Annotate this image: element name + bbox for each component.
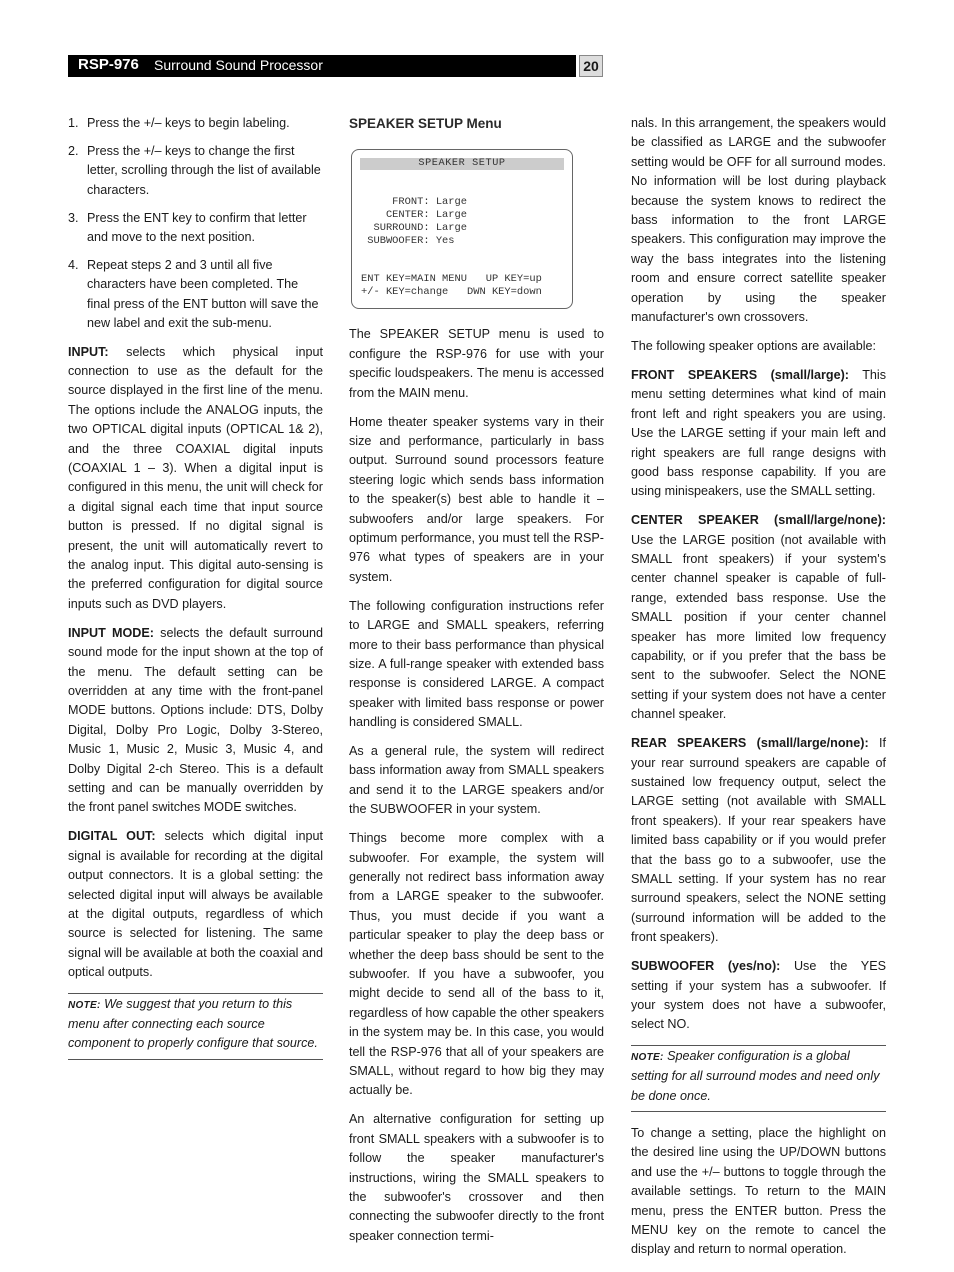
note-tag: NOTE:: [68, 999, 101, 1011]
front-speakers-label: FRONT SPEAKERS (small/large):: [631, 367, 849, 382]
column-left: [68, 114, 323, 1072]
paragraph: The following speaker options are available:: [631, 338, 877, 353]
page-header-bar: [68, 55, 576, 77]
list-item: 2. Press the +/– keys to change the first letter, scrolling through the list of available characters.: [68, 143, 321, 197]
paragraph: As a general rule, the system will redirect bass information away from SMALL speakers and send it to the LARGE speakers and/or the SUBWOOFER in your system.: [349, 744, 604, 817]
input-paragraph: INPUT: selects which physical input connection to use as the default for the source displayed in the first line of the menu. The options include the ANALOG inputs, the two OPTICAL digital inputs (OPTICAL 1& 2), and the three COAXIAL digital inputs (COAXIAL 1 – 3). When a digital input is configured in this menu, the unit will check for a digital signal each time that input source button is pressed. If no digital signal is present, the unit will automatically revert to the analog input. This digital auto-sensing is the preferred configuration for digital source inputs such as DVD players.: [68, 344, 323, 611]
paragraph: The following configuration instructions refer to LARGE and SMALL speakers, referring more to their bass performance than physical size. A full-range speaker with extended bass response is considered LARGE. A compact speaker with limited bass response or power handling is considered SMALL.: [349, 598, 604, 730]
rear-speakers-label: REAR SPEAKERS (small/large/none):: [631, 736, 869, 751]
labeling-steps: [68, 114, 323, 334]
list-item: 1. Press the +/– keys to begin labeling.: [68, 116, 290, 130]
column-middle: [349, 114, 604, 1256]
speaker-setup-screen: [351, 149, 565, 301]
model-name: RSP-976: [78, 56, 139, 73]
screen-key-help: ENT KEY=MAIN MENU UP KEY=up +/- KEY=change DWN KEY=down: [361, 273, 542, 299]
section-title: SPEAKER SETUP Menu: [349, 116, 502, 131]
page-number: 20: [579, 55, 603, 77]
paragraph: The SPEAKER SETUP menu is used to configure the RSP-976 for use with your specific loudspeakers. The menu is accessed from the MAIN menu.: [349, 327, 604, 400]
header-subtitle: Surround Sound Processor: [154, 57, 323, 73]
list-item: 3. Press the ENT key to confirm that letter and move to the next position.: [68, 210, 307, 245]
input-mode-label: INPUT MODE:: [68, 625, 154, 640]
paragraph: An alternative configuration for setting up front SMALL speakers with a subwoofer is to follow the speaker manufacturer's instructions, wiring the SMALL speakers to the subwoofer's crossover and then connecting the subwoofer directly to the front speaker connection termi-: [349, 1112, 604, 1243]
subwoofer-label: SUBWOOFER (yes/no):: [631, 959, 781, 974]
subwoofer-paragraph: SUBWOOFER (yes/no): Use the YES setting if your system has a subwoofer. If your system does not have a subwoofer, select NO.: [631, 959, 887, 1032]
rear-speakers-paragraph: REAR SPEAKERS (small/large/none): If your rear surround speakers are capable of sustained low frequency output, select the LARGE setting (not available with SMALL front speakers). If your rear speakers have limited bass capability or if you would prefer that the bass go to a subwoofer, use the SMALL setting. If your system has no rear surround speakers, select the NONE setting (surround information will be added to the front speakers).: [631, 736, 887, 945]
screen-settings: FRONT: Large CENTER: Large SURROUND: Large SUBWOOFER: Yes: [367, 196, 468, 248]
center-speaker-label: CENTER SPEAKER (small/large/none):: [631, 513, 886, 528]
input-mode-paragraph: INPUT MODE: selects the default surround sound mode for the input shown at the top of the menu. The default setting can be overridden at any time with the front-panel MODE buttons. Options include: DTS, Dolby Digital, Dolby Pro Logic, Dolby 3-Stereo, Music 1, Music 2, Music 3, Music 4, and Dolby Digital 2-ch Stereo. This is a default setting and can be manually overridden by the front panel switches MODE switches.: [68, 625, 323, 815]
paragraph: nals. In this arrangement, the speakers would be classified as LARGE and the subwoofer setting would be OFF for all surround modes. No information will be lost during playback because the system knows to redirect the bass information to the front LARGE speakers. This configuration may improve the way the bass integrates into the listening room and ensure correct satellite speaker operation by using the speaker manufacturer's own crossovers.: [631, 116, 886, 325]
center-speaker-paragraph: CENTER SPEAKER (small/large/none): Use the LARGE position (not available with SMALL front speakers) if your system's center channel speaker is capable of full-range, extended bass response. Use the SMALL position if your center channel speaker has more limited low frequency capability, or if you prefer that the bass be sent to the subwoofer. Select the NONE setting if your system does not have a center channel speaker.: [631, 513, 886, 722]
note-box: NOTE: Speaker configuration is a global setting for all surround modes and need only be done once.: [631, 1045, 886, 1112]
paragraph: Home theater speaker systems vary in their size and performance, particularly in bass output. Surround sound processors feature steering logic which sends bass information to the speaker(s) best able to handle it – subwoofers and/or large speakers. For optimum performance, you must tell the RSP-976 what types of speakers are in your system.: [349, 414, 604, 584]
note-box: NOTE: We suggest that you return to this menu after connecting each source component to properly configure that source.: [68, 993, 323, 1060]
note-tag: NOTE:: [631, 1051, 664, 1063]
digital-out-paragraph: DIGITAL OUT: selects which digital input signal is available for recording at the digital output connectors. It is a global setting: the selected digital input will always be available at the digital outputs, regardless of which source is selected for listening. The same signal will be available at both the coaxial and optical outputs.: [68, 829, 323, 980]
front-speakers-paragraph: FRONT SPEAKERS (small/large): This menu setting determines what kind of main front left and right speakers you are using. Use the LARGE setting if your main left and right speakers are full range designs with good bass response capability. If you are using minispeakers, use the SMALL setting.: [631, 367, 886, 499]
digital-out-label: DIGITAL OUT:: [68, 829, 156, 844]
input-label: INPUT:: [68, 344, 109, 359]
paragraph: Things become more complex with a subwoofer. For example, the system will generally not redirect bass information away from a LARGE speaker to the subwoofer. Thus, you must decide if you want a particular speaker to play the deep bass or whether the deep bass should be sent to the subwoofer. If you have a subwoofer, you might decide to send all of the bass to it, regardless of how capable the other speakers in the system may be. In this case, you would tell the RSP-976 that all of your speakers are SMALL, without regard to how big they may actually be.: [349, 831, 604, 1098]
paragraph: To change a setting, place the highlight on the desired line using the UP/DOWN buttons and use the +/– buttons to toggle through the available settings. To return to the MAIN menu, press the ENTER button. Press the MENU key on the remote to cancel the display and return to normal operation.: [631, 1126, 886, 1257]
list-item: 4. Repeat steps 2 and 3 until all five characters have been completed. The final press of the ENT button will save the new label and exit the sub-menu.: [68, 257, 319, 331]
column-right: [631, 114, 886, 1269]
screen-title: SPEAKER SETUP: [360, 158, 564, 170]
